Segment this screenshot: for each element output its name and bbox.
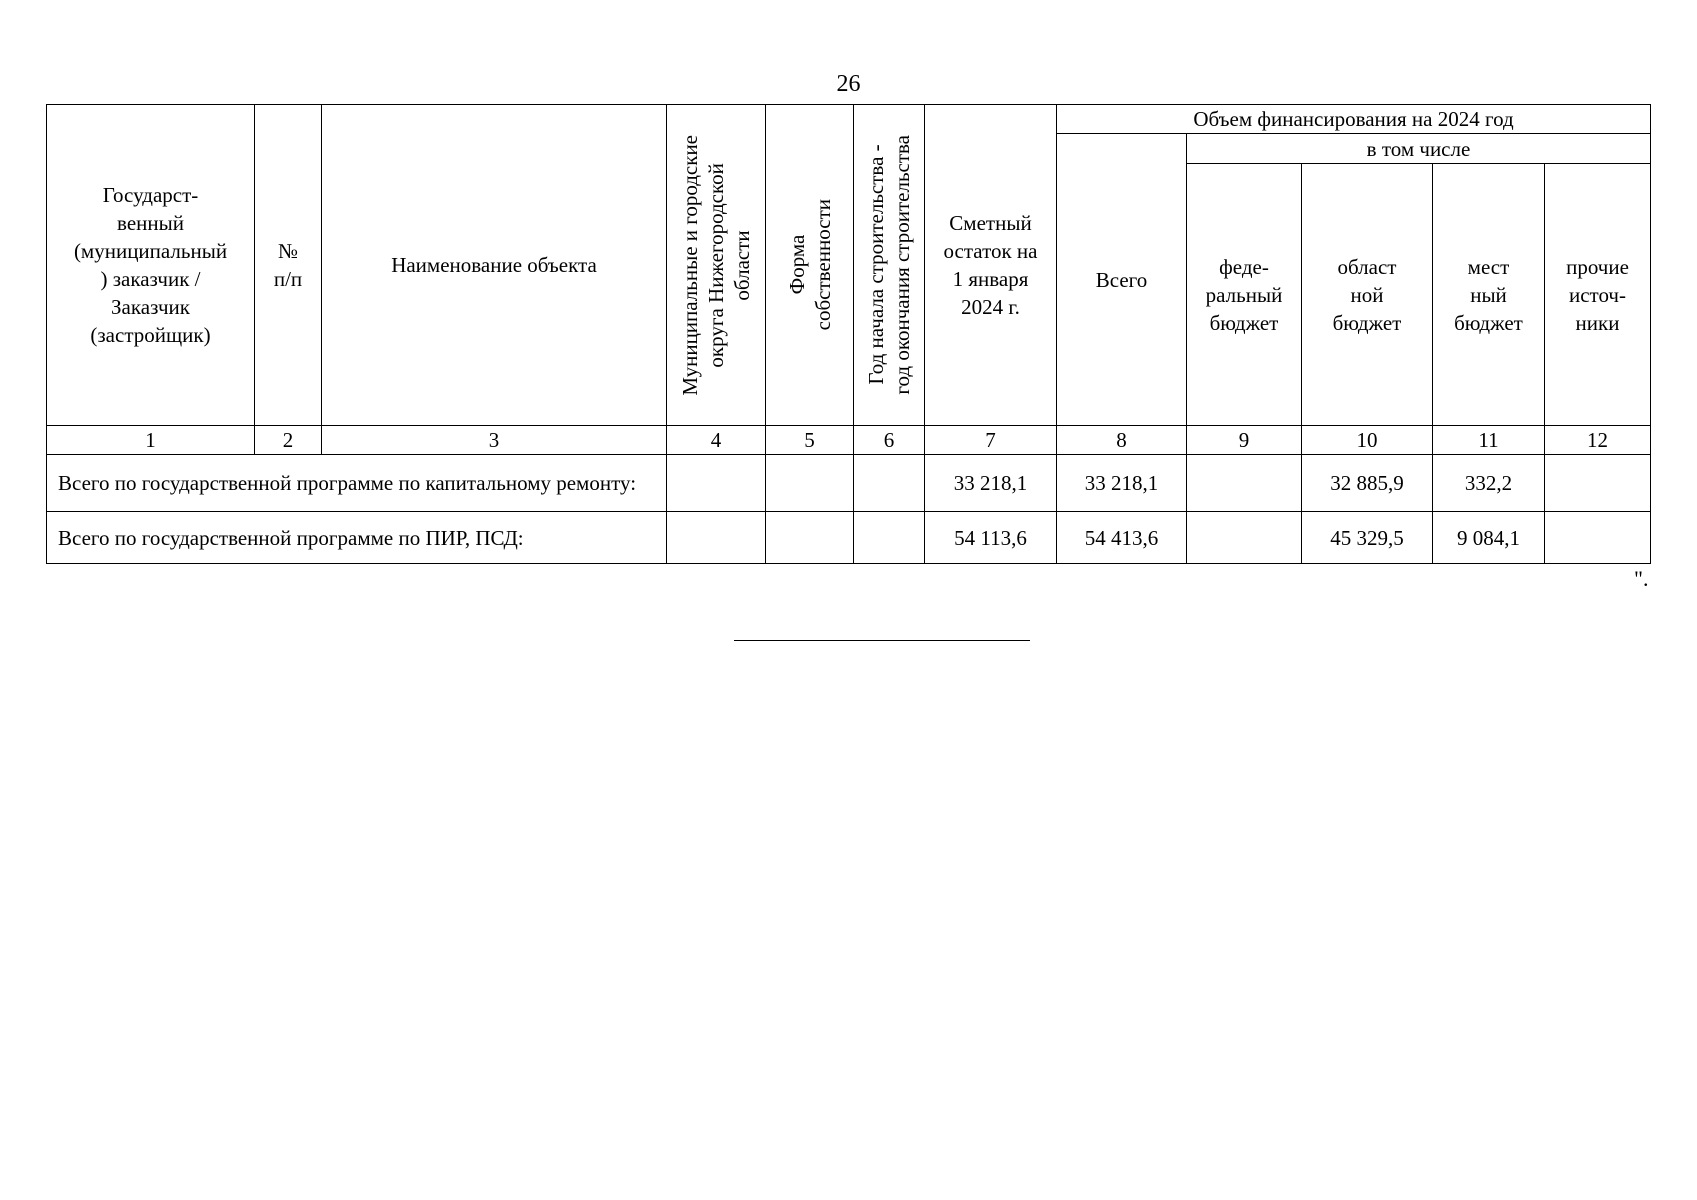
header-financing-group: Объем финансирования на 2024 год — [1057, 105, 1651, 134]
cell-years — [854, 512, 925, 564]
separator-line — [734, 640, 1030, 641]
header-ownership-form: Форма собственности — [766, 105, 854, 426]
table-row — [47, 455, 1651, 512]
header-other-sources: прочие источ- ники — [1545, 164, 1651, 426]
column-number: 6 — [854, 426, 925, 455]
cell-ownership — [766, 512, 854, 564]
column-number: 3 — [322, 426, 667, 455]
cell-other — [1545, 455, 1651, 512]
column-number: 11 — [1433, 426, 1545, 455]
header-total: Всего — [1057, 134, 1187, 426]
cell-municipal — [667, 455, 766, 512]
cell-local: 9 084,1 — [1433, 512, 1545, 564]
header-number: № п/п — [255, 105, 322, 426]
column-number: 5 — [766, 426, 854, 455]
row-label: Всего по государственной программе по капитальному ремонту: — [47, 455, 667, 512]
cell-federal — [1187, 512, 1302, 564]
table-row — [47, 512, 1651, 564]
column-number: 1 — [47, 426, 255, 455]
header-including: в том числе — [1187, 134, 1651, 164]
column-number: 9 — [1187, 426, 1302, 455]
column-number-row — [47, 426, 1651, 455]
cell-years — [854, 455, 925, 512]
cell-municipal — [667, 512, 766, 564]
column-number: 2 — [255, 426, 322, 455]
closing-quote: ". — [1634, 566, 1649, 591]
cell-estimated-balance: 54 113,6 — [925, 512, 1057, 564]
cell-local: 332,2 — [1433, 455, 1545, 512]
column-number: 8 — [1057, 426, 1187, 455]
column-number: 10 — [1302, 426, 1433, 455]
cell-federal — [1187, 455, 1302, 512]
column-number: 7 — [925, 426, 1057, 455]
header-estimated-balance: Сметный остаток на 1 января 2024 г. — [925, 105, 1057, 426]
header-construction-years: Год начала строительства - год окончания строительства — [854, 105, 925, 426]
header-local-budget: мест ный бюджет — [1433, 164, 1545, 426]
row-label: Всего по государственной программе по ПИР, ПСД: — [47, 512, 667, 564]
cell-ownership — [766, 455, 854, 512]
financing-table — [46, 104, 1651, 564]
column-number: 4 — [667, 426, 766, 455]
cell-total: 54 413,6 — [1057, 512, 1187, 564]
column-number: 12 — [1545, 426, 1651, 455]
page-number: 26 — [836, 71, 861, 97]
cell-estimated-balance: 33 218,1 — [925, 455, 1057, 512]
header-municipal-districts: Муниципальные и городские округа Нижегородской области — [667, 105, 766, 426]
cell-other — [1545, 512, 1651, 564]
cell-total: 33 218,1 — [1057, 455, 1187, 512]
header-federal-budget: феде- ральный бюджет — [1187, 164, 1302, 426]
header-customer: Государст- венный (муниципальный ) заказчик / Заказчик (застройщик) — [47, 105, 255, 426]
header-object-name: Наименование объекта — [322, 105, 667, 426]
header-regional-budget: област ной бюджет — [1302, 164, 1433, 426]
cell-regional: 32 885,9 — [1302, 455, 1433, 512]
cell-regional: 45 329,5 — [1302, 512, 1433, 564]
